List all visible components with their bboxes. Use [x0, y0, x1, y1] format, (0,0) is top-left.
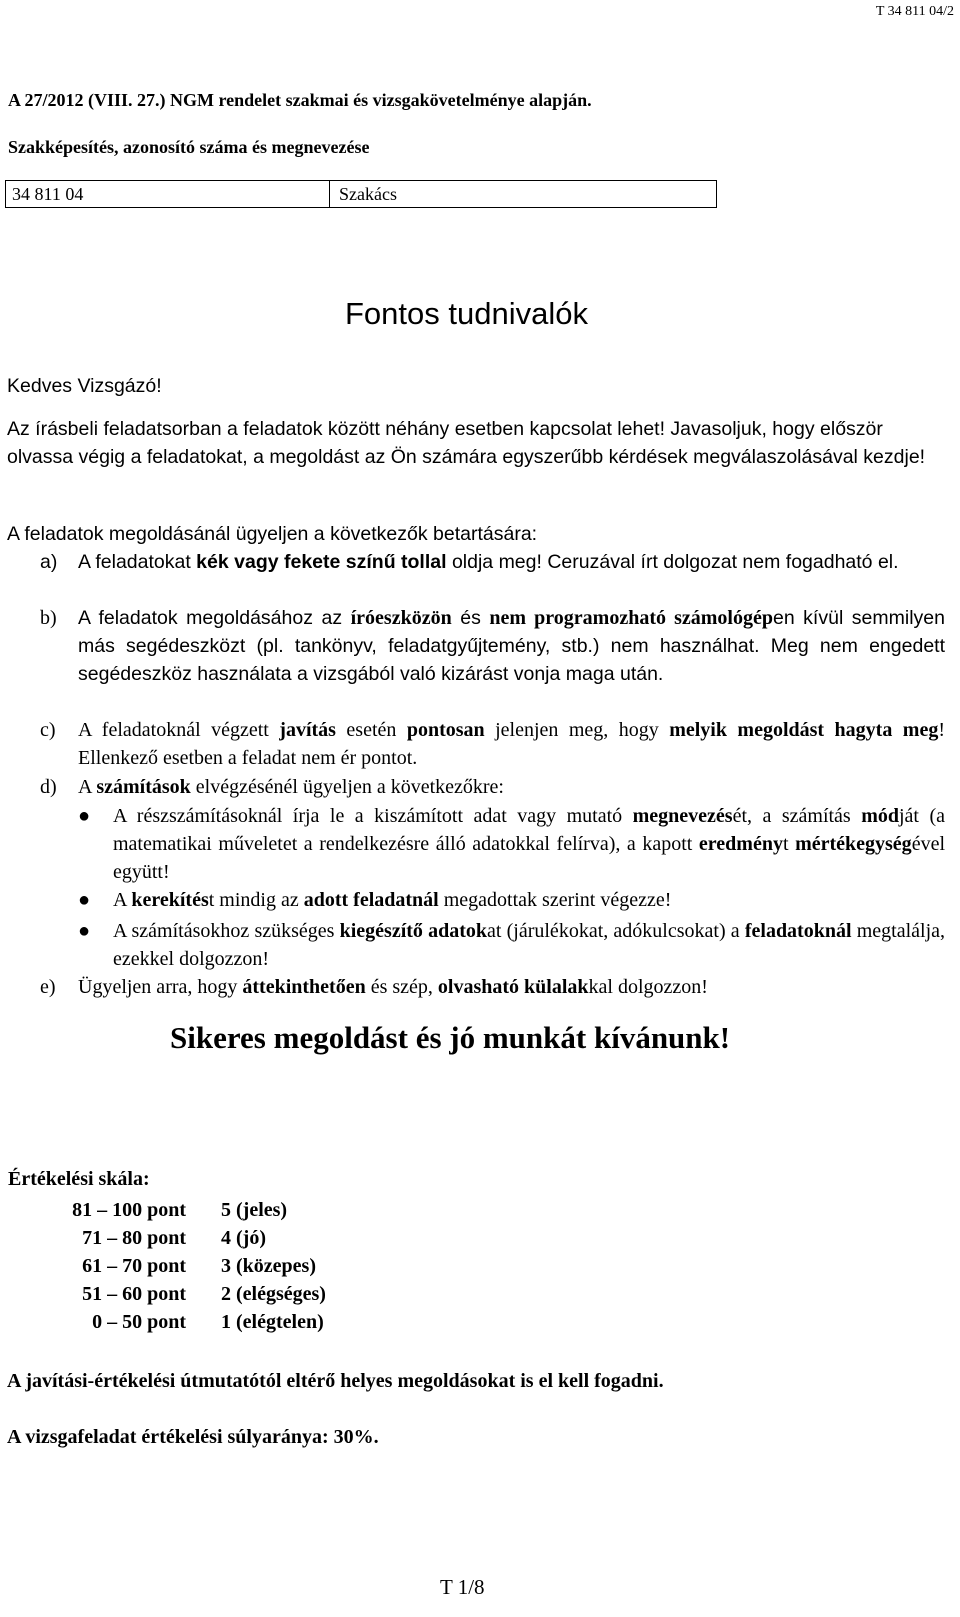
page-code: T 34 811 04/2: [875, 4, 954, 19]
bullet-emphasis: eredmény: [698, 833, 783, 855]
bullet-dot: ●: [78, 920, 91, 942]
scale-grade: 4 (jó): [221, 1227, 266, 1249]
item-emphasis: áttekinthetően: [242, 976, 366, 998]
scale-range: 61 – 70 pont: [82, 1255, 186, 1277]
weight-note: A vizsgafeladat értékelési súlyaránya: 30%.: [7, 1426, 379, 1448]
bullet-emphasis: adott feladatnál: [303, 889, 439, 911]
scale-grade: 2 (elégséges): [221, 1283, 326, 1305]
scale-range: 71 – 80 pont: [82, 1227, 186, 1249]
item-emphasis: számítások: [96, 776, 191, 798]
bullet-dot: ●: [78, 805, 91, 827]
regulation-line: A 27/2012 (VIII. 27.) NGM rendelet szakmai és vizsgakövetelménye alapján.: [8, 90, 592, 110]
greeting: Kedves Vizsgázó!: [7, 375, 162, 397]
item-emphasis: melyik megoldást hagyta meg: [669, 719, 939, 741]
instruction-item-b: [40, 604, 945, 688]
scale-grade: 3 (közepes): [221, 1255, 316, 1277]
item-label: a): [40, 551, 58, 573]
item-text: elvégzésénél ügyeljen a következőkre:: [190, 776, 504, 798]
scale-range: 0 – 50 pont: [92, 1311, 186, 1333]
item-emphasis: olvasható külalak: [437, 976, 589, 998]
item-label: d): [40, 776, 57, 798]
table-divider: [329, 181, 330, 207]
item-text: esetén: [335, 719, 407, 741]
item-text: jelenjen meg, hogy: [484, 719, 670, 741]
scale-grade: 1 (elégtelen): [221, 1311, 324, 1333]
item-text: és szép,: [365, 976, 438, 998]
bullet-text: ét, a számítás: [732, 805, 862, 827]
qualification-name: Szakács: [339, 184, 397, 204]
calc-bullet-2: [78, 886, 945, 914]
item-text: és: [451, 607, 490, 629]
item-emphasis: nem programozható számológép: [489, 607, 773, 629]
item-text: oldja meg! Ceruzával írt dolgozat nem fogadható el.: [446, 551, 899, 573]
calc-bullet-3: [78, 917, 945, 973]
slogan: Sikeres megoldást és jó munkát kívánunk!: [170, 1020, 731, 1055]
calc-bullet-1: [78, 802, 945, 886]
instruction-item-c: [40, 716, 945, 772]
evaluation-note: A javítási-értékelési útmutatótól eltérő helyes megoldásokat is el kell fogadni.: [7, 1370, 664, 1392]
instruction-item-d: [40, 773, 945, 801]
item-text: ! Ellenkező esetben a feladat nem ér pontot.: [78, 719, 945, 769]
bullet-text: at (járulékokat, adókulcsokat) a: [487, 920, 745, 942]
qualification-heading: Szakképesítés, azonosító száma és megnevezése: [8, 137, 370, 157]
bullet-emphasis: kiegészítő adatok: [339, 920, 488, 942]
item-text: A feladatokat: [78, 551, 197, 573]
page-title: Fontos tudnivalók: [345, 296, 588, 331]
item-text: en kívül semmilyen más segédeszközt (pl. tankönyv, feladatgyűjtemény, stb.) nem használhat. Meg nem engedett segédeszköz használata a vizsgából való kizárást vonja maga után.: [78, 607, 945, 685]
bullet-emphasis: mértékegység: [795, 833, 912, 855]
instruction-item-e: [40, 973, 945, 1001]
bullet-text: t: [782, 833, 796, 855]
qualification-code: 34 811 04: [12, 184, 84, 204]
item-emphasis: íróeszközön: [350, 607, 452, 629]
item-text: A feladatoknál végzett: [78, 719, 280, 741]
scale-grade: 5 (jeles): [221, 1199, 288, 1221]
intro-paragraph: Az írásbeli feladatsorban a feladatok között néhány esetben kapcsolat lehet! Javasoljuk, hogy először olvassa végig a feladatokat, a megoldást az Ön számára egyszerűbb kérdések megválaszolásával kezdje!: [7, 418, 926, 468]
bullet-text: ját (a matematikai műveletet a rendelkezésre álló adatokkal felírva), a kapott: [113, 805, 945, 855]
item-emphasis: kék vagy fekete színű tollal: [196, 551, 447, 573]
item-text: kal dolgozzon!: [588, 976, 708, 998]
scale-range: 81 – 100 pont: [72, 1199, 186, 1221]
item-label: c): [40, 719, 56, 741]
item-text: Ügyeljen arra, hogy: [78, 976, 243, 998]
item-label: b): [40, 607, 57, 629]
bullet-text: A: [113, 889, 132, 911]
bullet-emphasis: feladatoknál: [744, 920, 852, 942]
item-text: A feladatok megoldásához az: [78, 607, 351, 629]
instruction-item-a: [40, 548, 945, 576]
bullet-emphasis: megnevezés: [632, 805, 733, 827]
item-emphasis: javítás: [279, 719, 336, 741]
page-number: T 1/8: [440, 1575, 485, 1599]
bullet-emphasis: mód: [861, 805, 899, 827]
item-label: e): [40, 976, 56, 998]
scale-range: 51 – 60 pont: [82, 1283, 186, 1305]
bullet-dot: ●: [78, 889, 91, 911]
qualification-table: [5, 180, 717, 208]
scale-heading: Értékelési skála:: [8, 1168, 150, 1190]
bullet-text: A számításokhoz szükséges: [113, 920, 340, 942]
instructions-lead: A feladatok megoldásánál ügyeljen a következők betartására:: [7, 523, 538, 545]
bullet-text: megadottak szerint végezze!: [438, 889, 672, 911]
bullet-text: ével együtt!: [113, 833, 945, 883]
item-emphasis: pontosan: [406, 719, 485, 741]
bullet-text: megtalálja, ezekkel dolgozzon!: [113, 920, 945, 970]
bullet-text: A részszámításoknál írja le a kiszámított adat vagy mutató: [113, 805, 633, 827]
bullet-emphasis: kerekítés: [131, 889, 209, 911]
item-text: A: [78, 776, 97, 798]
bullet-text: t mindig az: [208, 889, 304, 911]
